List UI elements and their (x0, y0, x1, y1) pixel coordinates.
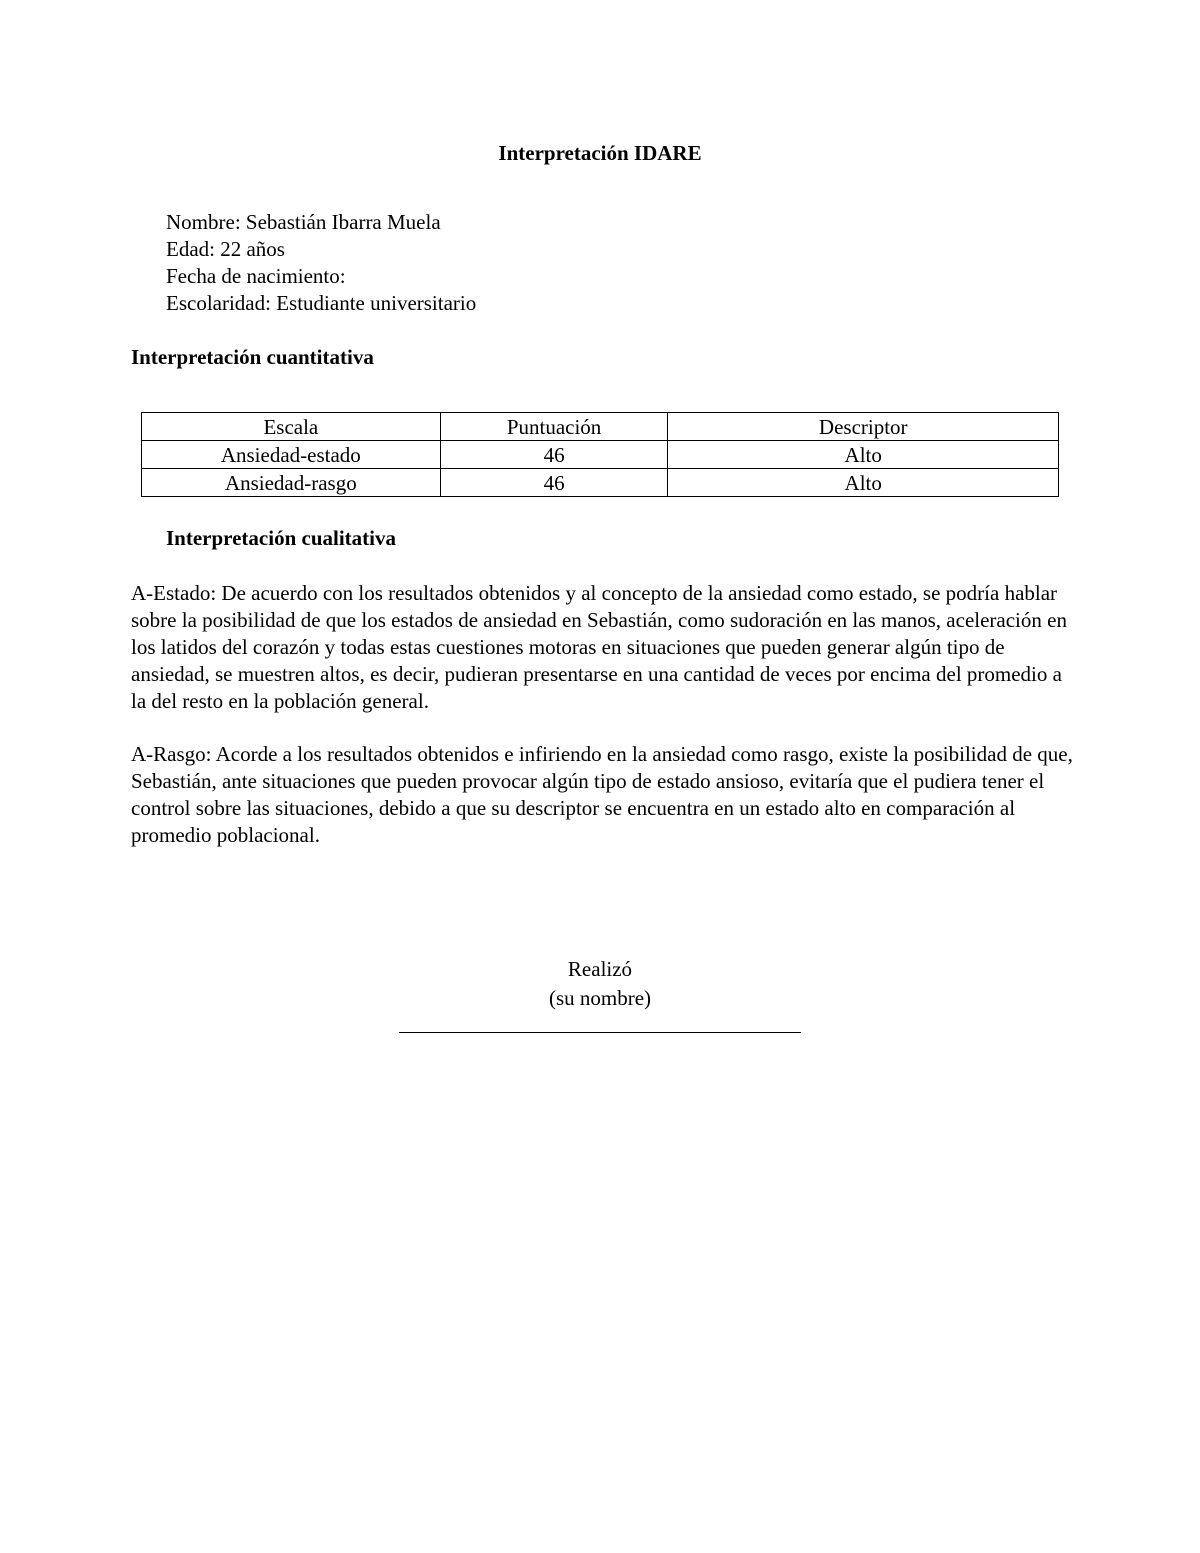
patient-birthdate: Fecha de nacimiento: (166, 264, 346, 288)
qualitative-heading: Interpretación cualitativa (166, 526, 396, 550)
patient-info (166, 209, 476, 317)
table-cell-escala: Ansiedad-estado (142, 441, 441, 469)
table-header-row (142, 413, 1059, 441)
table-row (142, 469, 1059, 497)
table-cell-descriptor: Alto (668, 441, 1059, 469)
patient-schooling: Escolaridad: Estudiante universitario (166, 291, 477, 315)
paragraph-estado: A-Estado: De acuerdo con los resultados obtenidos y al concepto de la ansiedad como estado, se podría hablar sobre la posibilidad de que los estados de ansiedad en Sebastián, como sudoración en las manos, aceleración en los latidos del corazón y todas estas cuestiones motoras en situaciones que pueden generar algún tipo de ansiedad, se muestren altos, es decir, pudieran presentarse en una cantidad de veces por encima del promedio a la del resto en la población general. (131, 581, 1067, 713)
quantitative-heading: Interpretación cuantitativa (131, 345, 374, 369)
column-header-escala: Escala (142, 413, 441, 441)
patient-name: Nombre: Sebastián Ibarra Muela (166, 210, 441, 234)
paragraph-rasgo: A-Rasgo: Acorde a los resultados obtenidos e infiriendo en la ansiedad como rasgo, existe la posibilidad de que, Sebastián, ante situaciones que pueden provocar algún tipo de estado ansioso, evitaría que el pudiera tener el control sobre las situaciones, debido a que su descriptor se encuentra en un estado alto en comparación al promedio poblacional. (131, 742, 1073, 847)
column-header-puntuacion: Puntuación (440, 413, 668, 441)
table-cell-escala: Ansiedad-rasgo (142, 469, 441, 497)
signature-line (399, 1032, 801, 1033)
table-cell-puntuacion: 46 (440, 469, 668, 497)
table-cell-puntuacion: 46 (440, 441, 668, 469)
page-title: Interpretación IDARE (498, 141, 702, 165)
table-row (142, 441, 1059, 469)
signature-label: Realizó (567, 957, 633, 981)
patient-age: Edad: 22 años (166, 237, 285, 261)
table-cell-descriptor: Alto (668, 469, 1059, 497)
column-header-descriptor: Descriptor (668, 413, 1059, 441)
scores-table (141, 412, 1059, 497)
signature-name-placeholder: (su nombre) (548, 986, 652, 1010)
signature-block (0, 955, 1200, 1013)
